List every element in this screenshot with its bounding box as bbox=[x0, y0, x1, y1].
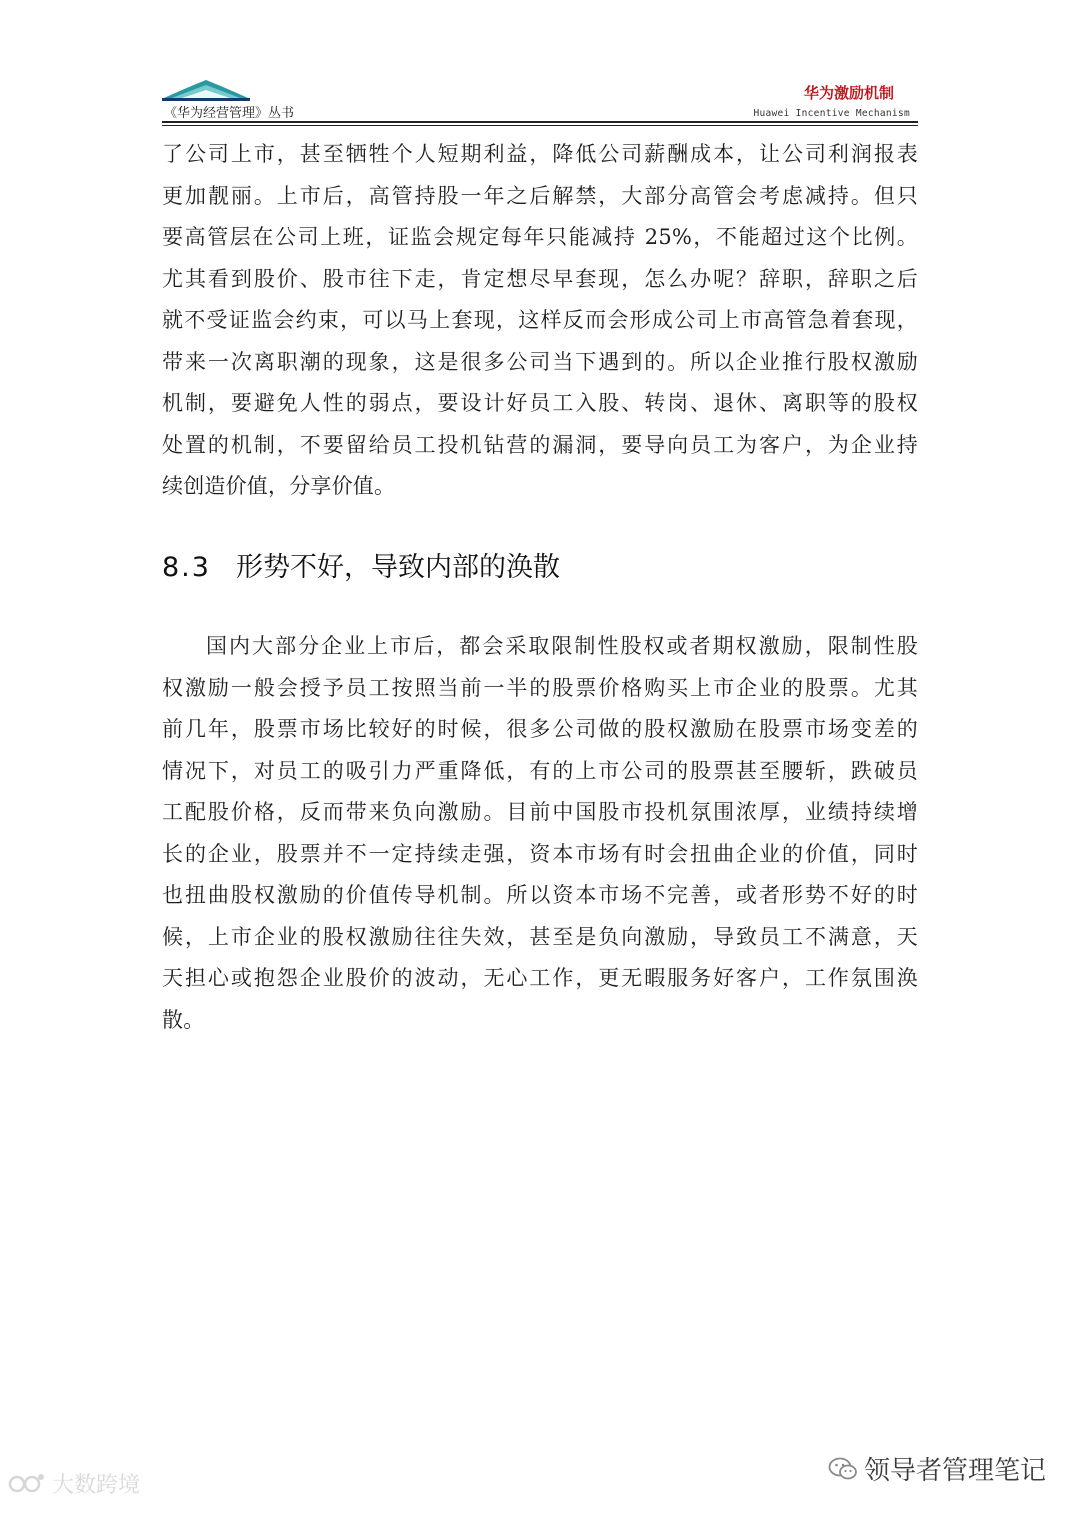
watermark-left-text: 大数跨境 bbox=[52, 1473, 141, 1498]
text-line: 带来一次离职潮的现象，这是很多公司当下遇到的。所以企业推行股权激励 bbox=[162, 349, 918, 374]
text-line: 工配股价格，反而带来负向激励。目前中国股市投机氛围浓厚，业绩持续增 bbox=[162, 800, 918, 824]
text-line: 更加靓丽。上市后，高管持股一年之后解禁，大部分高管会考虑减持。但只 bbox=[162, 183, 918, 208]
watermark-right-text: 领导者管理笔记 bbox=[863, 1456, 1046, 1486]
text-line: 了公司上市，甚至牺牲个人短期利益，降低公司薪酬成本，让公司利润报表 bbox=[162, 142, 918, 166]
text-line: 前几年，股票市场比较好的时候，很多公司做的股权激励在股票市场变差的 bbox=[162, 717, 918, 741]
text-line: 长的企业，股票并不一定持续走强，资本市场有时会扭曲企业的价值，同时 bbox=[162, 841, 918, 866]
text-line: 处置的机制，不要留给员工投机钻营的漏洞，要导向员工为客户，为企业持 bbox=[162, 432, 918, 457]
section-number: 8.3 bbox=[162, 552, 211, 583]
text-line: 权激励一般会授予员工按照当前一半的股票价格购买上市企业的股票。尤其 bbox=[162, 675, 918, 700]
text-line: 就不受证监会约束，可以马上套现，这样反而会形成公司上市高管急着套现， bbox=[162, 308, 918, 332]
series-title: 《华为经营管理》丛书 bbox=[164, 106, 295, 121]
book-title: 华为激励机制 bbox=[803, 84, 894, 102]
text-line: 候，上市企业的股权激励往往失效，甚至是负向激励，导致员工不满意，天 bbox=[162, 924, 918, 949]
section-title: 形势不好，导致内部的涣散 bbox=[236, 552, 560, 583]
wechat-icon bbox=[828, 1456, 858, 1482]
header-rule-thick bbox=[162, 121, 918, 123]
book-title-english: Huawei Incentive Mechanism bbox=[753, 108, 910, 119]
series-logo bbox=[162, 76, 250, 104]
watermark-left bbox=[8, 1468, 140, 1499]
watermark-logo-icon bbox=[8, 1471, 46, 1497]
text-line: 尤其看到股价、股市往下走，肯定想尽早套现，怎么办呢？辞职，辞职之后 bbox=[162, 266, 918, 291]
text-line: 机制，要避免人性的弱点，要设计好员工入股、转岗、退休、离职等的股权 bbox=[162, 391, 918, 415]
text-line: 散。 bbox=[162, 1007, 205, 1032]
text-line: 要高管层在公司上班，证监会规定每年只能减持 25%，不能超过这个比例。 bbox=[162, 225, 918, 249]
watermark-right bbox=[828, 1450, 1046, 1487]
text-line: 天担心或抱怨企业股价的波动，无心工作，更无暇服务好客户，工作氛围涣 bbox=[162, 966, 918, 990]
text-line: 情况下，对员工的吸引力严重降低，有的上市公司的股票甚至腰斩，跌破员 bbox=[162, 758, 918, 783]
section-heading bbox=[162, 545, 560, 584]
header-rule-thin bbox=[162, 125, 918, 126]
page-header bbox=[162, 72, 918, 124]
text-line: 续创造价值，分享价值。 bbox=[162, 474, 396, 498]
section-paragraph bbox=[162, 626, 918, 1041]
text-line: 国内大部分企业上市后，都会采取限制性股权或者期权激励，限制性股 bbox=[206, 634, 918, 658]
paragraph-continued bbox=[162, 134, 918, 508]
text-line: 也扭曲股权激励的价值传导机制。所以资本市场不完善，或者形势不好的时 bbox=[162, 883, 918, 907]
